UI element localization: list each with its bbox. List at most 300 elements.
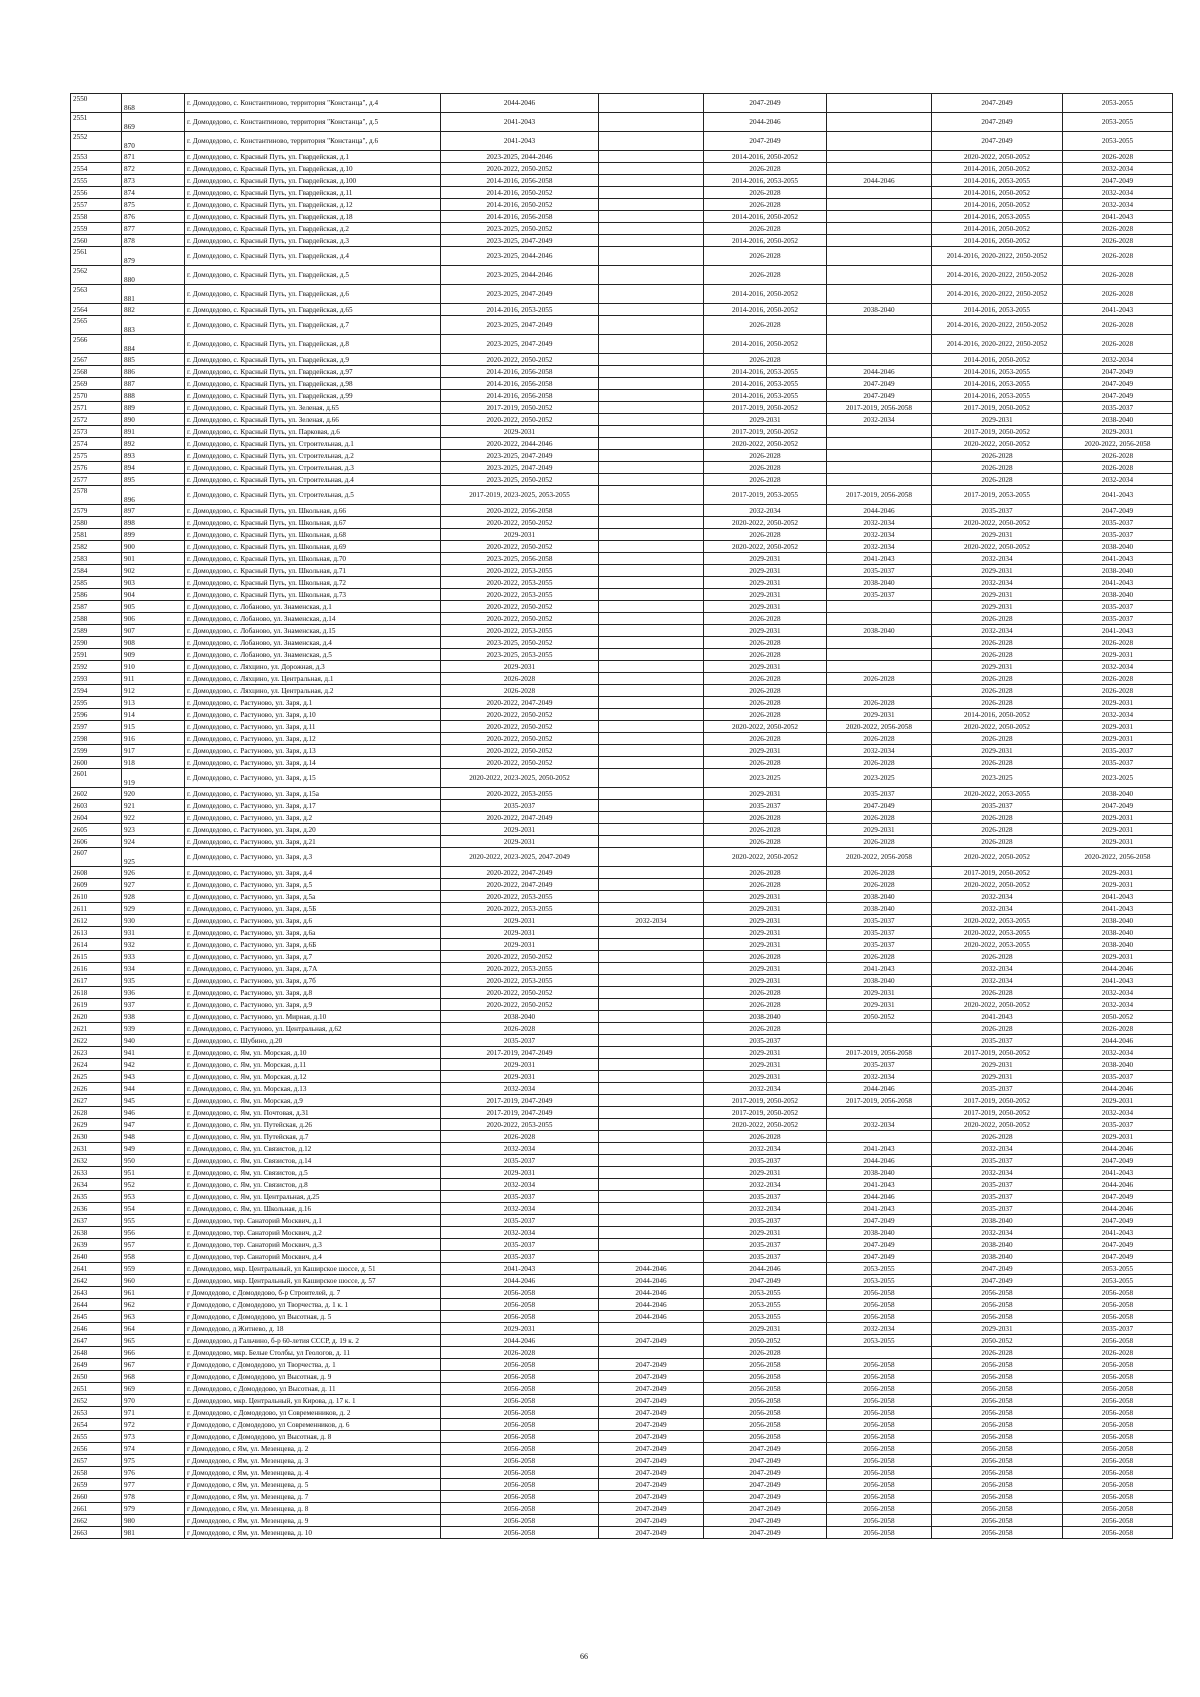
cell-period-col-4 xyxy=(827,335,932,354)
cell-address: г. Домодедово, с. Красный Путь, ул. Школьная, д.68 xyxy=(185,529,441,541)
cell-period-col-4 xyxy=(827,1023,932,1035)
table-row xyxy=(71,1059,1173,1071)
cell-row-number: 2600 xyxy=(71,757,122,769)
cell-period-col-5: 2056-2058 xyxy=(932,1443,1063,1455)
table-row xyxy=(71,1455,1173,1467)
cell-period-col-5: 2026-2028 xyxy=(932,637,1063,649)
cell-object-number: 910 xyxy=(122,661,185,673)
cell-object-number: 981 xyxy=(122,1527,185,1539)
table-row xyxy=(71,625,1173,637)
cell-address: г. Домодедово, с. Красный Путь, ул. Гвардейская, д.6 xyxy=(185,285,441,304)
cell-period-col-1: 2044-2046 xyxy=(441,94,599,113)
cell-period-col-5: 2056-2058 xyxy=(932,1419,1063,1431)
cell-period-col-4: 2044-2046 xyxy=(827,1191,932,1203)
table-row xyxy=(71,637,1173,649)
cell-period-col-4 xyxy=(827,94,932,113)
cell-address: г Домодедово, с Домодедово, ул Современников, д. 6 xyxy=(185,1419,441,1431)
cell-period-col-2 xyxy=(599,316,704,335)
cell-period-col-3: 2035-2037 xyxy=(704,1239,827,1251)
cell-row-number: 2656 xyxy=(71,1443,122,1455)
cell-period-col-6: 2038-2040 xyxy=(1063,541,1173,553)
cell-period-col-1: 2029-2031 xyxy=(441,1059,599,1071)
cell-period-col-1: 2029-2031 xyxy=(441,836,599,848)
cell-period-col-5: 2014-2016, 2053-2055 xyxy=(932,211,1063,223)
table-row xyxy=(71,697,1173,709)
cell-period-col-3: 2020-2022, 2050-2052 xyxy=(704,1119,827,1131)
cell-period-col-1: 2020-2022, 2053-2055 xyxy=(441,975,599,987)
cell-row-number: 2639 xyxy=(71,1239,122,1251)
cell-period-col-5: 2029-2031 xyxy=(932,529,1063,541)
cell-period-col-5: 2047-2049 xyxy=(932,1263,1063,1275)
cell-period-col-4: 2032-2034 xyxy=(827,745,932,757)
cell-period-col-3: 2047-2049 xyxy=(704,1503,827,1515)
cell-object-number: 873 xyxy=(122,175,185,187)
cell-period-col-1: 2041-2043 xyxy=(441,1263,599,1275)
cell-period-col-6: 2053-2055 xyxy=(1063,113,1173,132)
cell-object-number: 875 xyxy=(122,199,185,211)
table-row xyxy=(71,113,1173,132)
cell-period-col-2 xyxy=(599,335,704,354)
table-row xyxy=(71,211,1173,223)
cell-row-number: 2635 xyxy=(71,1191,122,1203)
cell-period-col-5: 2032-2034 xyxy=(932,553,1063,565)
cell-address: г. Домодедово, с. Ям, ул. Почтовая, д.31 xyxy=(185,1107,441,1119)
cell-period-col-5: 2026-2028 xyxy=(932,462,1063,474)
cell-period-col-1: 2056-2058 xyxy=(441,1527,599,1539)
cell-address: г. Домодедово, с. Ям, ул. Связистов, д.12 xyxy=(185,1143,441,1155)
cell-address: г Домодедово, с Домодедово, ул Творчества, д. 1 xyxy=(185,1359,441,1371)
cell-object-number: 893 xyxy=(122,450,185,462)
cell-period-col-2 xyxy=(599,366,704,378)
cell-period-col-2 xyxy=(599,285,704,304)
cell-row-number: 2649 xyxy=(71,1359,122,1371)
cell-period-col-3: 2026-2028 xyxy=(704,999,827,1011)
cell-row-number: 2646 xyxy=(71,1323,122,1335)
cell-period-col-5: 2014-2016, 2050-2052 xyxy=(932,354,1063,366)
cell-period-col-5: 2032-2034 xyxy=(932,625,1063,637)
cell-period-col-2 xyxy=(599,113,704,132)
cell-period-col-5: 2020-2022, 2050-2052 xyxy=(932,721,1063,733)
cell-period-col-5: 2056-2058 xyxy=(932,1527,1063,1539)
cell-period-col-3: 2026-2028 xyxy=(704,163,827,175)
cell-period-col-3: 2035-2037 xyxy=(704,1155,827,1167)
cell-period-col-5: 2035-2037 xyxy=(932,1191,1063,1203)
cell-row-number: 2598 xyxy=(71,733,122,745)
table-row xyxy=(71,565,1173,577)
cell-address: г. Домодедово, мкр. Центральный, ул Кирова, д. 17 к. 1 xyxy=(185,1395,441,1407)
table-row xyxy=(71,1431,1173,1443)
cell-period-col-1: 2014-2016, 2056-2058 xyxy=(441,378,599,390)
cell-period-col-6: 2029-2031 xyxy=(1063,879,1173,891)
cell-row-number: 2588 xyxy=(71,613,122,625)
cell-period-col-2 xyxy=(599,879,704,891)
table-row xyxy=(71,788,1173,800)
cell-object-number: 886 xyxy=(122,366,185,378)
cell-address: г. Домодедово, с. Ям, ул. Связистов, д.8 xyxy=(185,1179,441,1191)
cell-period-col-5: 2056-2058 xyxy=(932,1383,1063,1395)
cell-period-col-2 xyxy=(599,199,704,211)
cell-period-col-4: 2044-2046 xyxy=(827,1083,932,1095)
cell-period-col-1: 2056-2058 xyxy=(441,1311,599,1323)
cell-period-col-5: 2056-2058 xyxy=(932,1515,1063,1527)
cell-period-col-5: 2020-2022, 2053-2055 xyxy=(932,939,1063,951)
cell-period-col-4: 2032-2034 xyxy=(827,414,932,426)
cell-period-col-4: 2056-2058 xyxy=(827,1443,932,1455)
cell-object-number: 963 xyxy=(122,1311,185,1323)
cell-address: г. Домодедово, с. Ям, ул. Морская, д.12 xyxy=(185,1071,441,1083)
table-row xyxy=(71,661,1173,673)
cell-period-col-4: 2032-2034 xyxy=(827,517,932,529)
cell-period-col-2: 2047-2049 xyxy=(599,1419,704,1431)
cell-period-col-6: 2035-2037 xyxy=(1063,1071,1173,1083)
cell-period-col-3: 2020-2022, 2050-2052 xyxy=(704,517,827,529)
cell-row-number: 2638 xyxy=(71,1227,122,1239)
table-row xyxy=(71,1179,1173,1191)
cell-period-col-3: 2029-2031 xyxy=(704,1047,827,1059)
cell-period-col-4: 2038-2040 xyxy=(827,625,932,637)
cell-period-col-6: 2047-2049 xyxy=(1063,505,1173,517)
schedule-table-body xyxy=(71,94,1173,1539)
cell-period-col-6: 2047-2049 xyxy=(1063,366,1173,378)
cell-period-col-5: 2056-2058 xyxy=(932,1359,1063,1371)
cell-period-col-3: 2050-2052 xyxy=(704,1335,827,1347)
cell-row-number: 2616 xyxy=(71,963,122,975)
cell-period-col-1: 2023-2025, 2047-2049 xyxy=(441,335,599,354)
cell-row-number: 2603 xyxy=(71,800,122,812)
cell-period-col-3: 2047-2049 xyxy=(704,1455,827,1467)
cell-period-col-3: 2020-2022, 2050-2052 xyxy=(704,541,827,553)
cell-object-number: 894 xyxy=(122,462,185,474)
cell-period-col-4: 2026-2028 xyxy=(827,697,932,709)
cell-period-col-1: 2020-2022, 2050-2052 xyxy=(441,745,599,757)
cell-period-col-2 xyxy=(599,247,704,266)
cell-period-col-1: 2020-2022, 2053-2055 xyxy=(441,565,599,577)
cell-period-col-6: 2029-2031 xyxy=(1063,824,1173,836)
cell-period-col-6: 2044-2046 xyxy=(1063,1203,1173,1215)
cell-period-col-6: 2044-2046 xyxy=(1063,1179,1173,1191)
table-row xyxy=(71,304,1173,316)
cell-address: г. Домодедово, с. Ям, ул. Морская, д.11 xyxy=(185,1059,441,1071)
cell-period-col-3: 2047-2049 xyxy=(704,1515,827,1527)
table-row xyxy=(71,601,1173,613)
cell-period-col-2 xyxy=(599,1215,704,1227)
cell-period-col-5: 2014-2016, 2050-2052 xyxy=(932,235,1063,247)
cell-period-col-4 xyxy=(827,613,932,625)
cell-period-col-6: 2029-2031 xyxy=(1063,721,1173,733)
cell-period-col-2 xyxy=(599,94,704,113)
cell-object-number: 881 xyxy=(122,285,185,304)
cell-period-col-6: 2026-2028 xyxy=(1063,235,1173,247)
cell-period-col-1: 2029-2031 xyxy=(441,1071,599,1083)
cell-period-col-4 xyxy=(827,637,932,649)
cell-period-col-6: 2032-2034 xyxy=(1063,987,1173,999)
cell-row-number: 2626 xyxy=(71,1083,122,1095)
cell-period-col-1: 2056-2058 xyxy=(441,1407,599,1419)
cell-period-col-2 xyxy=(599,1227,704,1239)
cell-period-col-3: 2029-2031 xyxy=(704,745,827,757)
cell-object-number: 918 xyxy=(122,757,185,769)
cell-object-number: 962 xyxy=(122,1299,185,1311)
cell-object-number: 952 xyxy=(122,1179,185,1191)
cell-period-col-6: 2056-2058 xyxy=(1063,1359,1173,1371)
cell-period-col-1: 2020-2022, 2053-2055 xyxy=(441,577,599,589)
cell-address: г. Домодедово, с. Растуново, ул. Заря, д.15а xyxy=(185,788,441,800)
cell-object-number: 915 xyxy=(122,721,185,733)
table-row xyxy=(71,721,1173,733)
cell-period-col-2: 2047-2049 xyxy=(599,1443,704,1455)
cell-period-col-5: 2020-2022, 2050-2052 xyxy=(932,438,1063,450)
cell-period-col-2 xyxy=(599,402,704,414)
cell-address: г. Домодедово, с. Красный Путь, ул. Гвардейская, д.8 xyxy=(185,335,441,354)
cell-row-number: 2582 xyxy=(71,541,122,553)
cell-row-number: 2640 xyxy=(71,1251,122,1263)
cell-object-number: 895 xyxy=(122,474,185,486)
cell-period-col-2 xyxy=(599,661,704,673)
cell-address: г. Домодедово, с. Красный Путь, ул. Гвардейская, д.9 xyxy=(185,354,441,366)
cell-period-col-3: 2029-2031 xyxy=(704,927,827,939)
cell-period-col-5: 2029-2031 xyxy=(932,1071,1063,1083)
cell-period-col-5: 2014-2016, 2053-2055 xyxy=(932,378,1063,390)
cell-object-number: 888 xyxy=(122,390,185,402)
cell-period-col-2 xyxy=(599,474,704,486)
cell-period-col-4: 2056-2058 xyxy=(827,1491,932,1503)
cell-object-number: 969 xyxy=(122,1383,185,1395)
cell-period-col-5: 2032-2034 xyxy=(932,1167,1063,1179)
cell-row-number: 2614 xyxy=(71,939,122,951)
cell-period-col-4: 2053-2055 xyxy=(827,1335,932,1347)
cell-period-col-4: 2026-2028 xyxy=(827,879,932,891)
cell-row-number: 2650 xyxy=(71,1371,122,1383)
cell-row-number: 2648 xyxy=(71,1347,122,1359)
cell-period-col-6: 2053-2055 xyxy=(1063,1275,1173,1287)
table-row xyxy=(71,1419,1173,1431)
cell-address: г. Домодедово, с. Ям, ул. Путейская, д.7 xyxy=(185,1131,441,1143)
cell-period-col-4: 2020-2022, 2056-2058 xyxy=(827,721,932,733)
cell-period-col-2: 2047-2049 xyxy=(599,1491,704,1503)
table-row xyxy=(71,1359,1173,1371)
table-row xyxy=(71,1275,1173,1287)
cell-period-col-6: 2026-2028 xyxy=(1063,285,1173,304)
cell-object-number: 958 xyxy=(122,1251,185,1263)
cell-row-number: 2589 xyxy=(71,625,122,637)
table-row xyxy=(71,438,1173,450)
cell-period-col-2: 2047-2049 xyxy=(599,1503,704,1515)
cell-period-col-1: 2035-2037 xyxy=(441,1035,599,1047)
cell-period-col-1: 2035-2037 xyxy=(441,1251,599,1263)
table-row xyxy=(71,199,1173,211)
cell-period-col-6: 2047-2049 xyxy=(1063,378,1173,390)
cell-object-number: 884 xyxy=(122,335,185,354)
cell-address: г. Домодедово, с. Ям, ул. Центральная, д.25 xyxy=(185,1191,441,1203)
cell-period-col-4: 2056-2058 xyxy=(827,1455,932,1467)
cell-period-col-4: 2020-2022, 2056-2058 xyxy=(827,848,932,867)
cell-object-number: 943 xyxy=(122,1071,185,1083)
cell-period-col-1: 2020-2022, 2023-2025, 2050-2052 xyxy=(441,769,599,788)
cell-period-col-5: 2056-2058 xyxy=(932,1479,1063,1491)
cell-period-col-4: 2041-2043 xyxy=(827,1179,932,1191)
cell-period-col-2 xyxy=(599,709,704,721)
cell-period-col-1: 2056-2058 xyxy=(441,1515,599,1527)
cell-period-col-5: 2026-2028 xyxy=(932,812,1063,824)
table-row xyxy=(71,769,1173,788)
cell-period-col-2 xyxy=(599,1083,704,1095)
cell-period-col-6: 2038-2040 xyxy=(1063,915,1173,927)
cell-period-col-2 xyxy=(599,848,704,867)
table-row xyxy=(71,879,1173,891)
cell-object-number: 977 xyxy=(122,1479,185,1491)
cell-period-col-4: 2041-2043 xyxy=(827,963,932,975)
cell-period-col-5: 2035-2037 xyxy=(932,1203,1063,1215)
cell-period-col-5: 2032-2034 xyxy=(932,891,1063,903)
cell-period-col-6: 2050-2052 xyxy=(1063,1011,1173,1023)
cell-row-number: 2621 xyxy=(71,1023,122,1035)
cell-object-number: 951 xyxy=(122,1167,185,1179)
cell-object-number: 925 xyxy=(122,848,185,867)
cell-period-col-1: 2029-2031 xyxy=(441,1323,599,1335)
cell-object-number: 948 xyxy=(122,1131,185,1143)
cell-object-number: 939 xyxy=(122,1023,185,1035)
cell-period-col-1: 2029-2031 xyxy=(441,529,599,541)
cell-period-col-3: 2026-2028 xyxy=(704,824,827,836)
table-row xyxy=(71,474,1173,486)
cell-row-number: 2601 xyxy=(71,769,122,788)
cell-period-col-1: 2029-2031 xyxy=(441,426,599,438)
cell-period-col-4: 2035-2037 xyxy=(827,1059,932,1071)
cell-address: г Домодедово, с Домодедово, ул Высотная, д. 9 xyxy=(185,1371,441,1383)
cell-object-number: 877 xyxy=(122,223,185,235)
cell-period-col-5: 2026-2028 xyxy=(932,824,1063,836)
table-row xyxy=(71,745,1173,757)
cell-period-col-6: 2044-2046 xyxy=(1063,963,1173,975)
table-row xyxy=(71,366,1173,378)
cell-period-col-2 xyxy=(599,649,704,661)
cell-period-col-4: 2038-2040 xyxy=(827,975,932,987)
cell-row-number: 2586 xyxy=(71,589,122,601)
cell-period-col-3: 2026-2028 xyxy=(704,836,827,848)
cell-period-col-6: 2038-2040 xyxy=(1063,788,1173,800)
table-row xyxy=(71,867,1173,879)
cell-address: г. Домодедово, с. Ям, ул. Морская, д.13 xyxy=(185,1083,441,1095)
cell-period-col-2 xyxy=(599,577,704,589)
cell-address: г Домодедово, с Домодедово, б-р Строителей, д. 7 xyxy=(185,1287,441,1299)
cell-period-col-4: 2056-2058 xyxy=(827,1395,932,1407)
cell-period-col-5: 2029-2031 xyxy=(932,565,1063,577)
table-row xyxy=(71,335,1173,354)
table-row xyxy=(71,247,1173,266)
cell-period-col-6: 2032-2034 xyxy=(1063,474,1173,486)
cell-period-col-3: 2014-2016, 2050-2052 xyxy=(704,235,827,247)
cell-period-col-1: 2032-2034 xyxy=(441,1203,599,1215)
cell-row-number: 2593 xyxy=(71,673,122,685)
cell-period-col-4: 2017-2019, 2056-2058 xyxy=(827,402,932,414)
cell-period-col-2 xyxy=(599,132,704,151)
cell-period-col-4 xyxy=(827,1107,932,1119)
table-row xyxy=(71,378,1173,390)
cell-period-col-4: 2032-2034 xyxy=(827,1071,932,1083)
cell-period-col-6: 2032-2034 xyxy=(1063,163,1173,175)
cell-period-col-6: 2053-2055 xyxy=(1063,132,1173,151)
table-row xyxy=(71,1227,1173,1239)
cell-period-col-3: 2017-2019, 2050-2052 xyxy=(704,426,827,438)
cell-period-col-4: 2038-2040 xyxy=(827,903,932,915)
cell-period-col-3: 2017-2019, 2050-2052 xyxy=(704,402,827,414)
cell-period-col-3: 2053-2055 xyxy=(704,1299,827,1311)
cell-address: г. Домодедово, с. Растуново, ул. Заря, д.15 xyxy=(185,769,441,788)
cell-row-number: 2562 xyxy=(71,266,122,285)
cell-row-number: 2655 xyxy=(71,1431,122,1443)
cell-period-col-3: 2029-2031 xyxy=(704,414,827,426)
cell-period-col-3: 2047-2049 xyxy=(704,1275,827,1287)
cell-address: г. Домодедово, с. Растуново, ул. Заря, д.21 xyxy=(185,836,441,848)
cell-address: г. Домодедово, мкр. Центральный, ул Каширское шоссе, д. 51 xyxy=(185,1263,441,1275)
cell-period-col-2: 2044-2046 xyxy=(599,1275,704,1287)
cell-row-number: 2557 xyxy=(71,199,122,211)
cell-period-col-3: 2026-2028 xyxy=(704,474,827,486)
cell-period-col-5: 2017-2019, 2050-2052 xyxy=(932,402,1063,414)
table-row xyxy=(71,529,1173,541)
cell-address: г. Домодедово, с. Красный Путь, ул. Школьная, д.70 xyxy=(185,553,441,565)
cell-period-col-6: 2053-2055 xyxy=(1063,1263,1173,1275)
cell-row-number: 2550 xyxy=(71,94,122,113)
cell-object-number: 946 xyxy=(122,1107,185,1119)
cell-object-number: 872 xyxy=(122,163,185,175)
cell-period-col-3: 2026-2028 xyxy=(704,266,827,285)
table-row xyxy=(71,1047,1173,1059)
cell-period-col-2 xyxy=(599,745,704,757)
cell-address: г. Домодедово, с. Растуново, ул. Заря, д.14 xyxy=(185,757,441,769)
table-row xyxy=(71,1479,1173,1491)
cell-period-col-1: 2023-2025, 2047-2049 xyxy=(441,235,599,247)
cell-period-col-3: 2035-2037 xyxy=(704,1191,827,1203)
cell-period-col-2 xyxy=(599,1131,704,1143)
cell-period-col-5: 2029-2031 xyxy=(932,414,1063,426)
cell-period-col-5: 2020-2022, 2053-2055 xyxy=(932,927,1063,939)
cell-period-col-4 xyxy=(827,223,932,235)
cell-period-col-2 xyxy=(599,939,704,951)
cell-period-col-6: 2056-2058 xyxy=(1063,1383,1173,1395)
cell-period-col-1: 2029-2031 xyxy=(441,939,599,951)
cell-period-col-6: 2047-2049 xyxy=(1063,175,1173,187)
cell-period-col-6: 2032-2034 xyxy=(1063,1047,1173,1059)
cell-period-col-4: 2056-2058 xyxy=(827,1407,932,1419)
cell-period-col-6: 2041-2043 xyxy=(1063,304,1173,316)
cell-period-col-5: 2056-2058 xyxy=(932,1491,1063,1503)
cell-object-number: 891 xyxy=(122,426,185,438)
cell-object-number: 975 xyxy=(122,1455,185,1467)
cell-period-col-4: 2038-2040 xyxy=(827,577,932,589)
cell-period-col-6: 2041-2043 xyxy=(1063,1227,1173,1239)
cell-period-col-5: 2035-2037 xyxy=(932,1155,1063,1167)
cell-period-col-4 xyxy=(827,601,932,613)
cell-period-col-3: 2026-2028 xyxy=(704,462,827,474)
cell-period-col-3: 2014-2016, 2053-2055 xyxy=(704,390,827,402)
cell-period-col-5: 2047-2049 xyxy=(932,1275,1063,1287)
cell-period-col-3: 2014-2016, 2050-2052 xyxy=(704,304,827,316)
cell-period-col-1: 2020-2022, 2050-2052 xyxy=(441,517,599,529)
cell-address: г. Домодедово, с. Константиново, территория "Констанца", д.4 xyxy=(185,94,441,113)
cell-address: г. Домодедово, с. Растуново, ул. Заря, д.6Б xyxy=(185,939,441,951)
cell-period-col-6: 2056-2058 xyxy=(1063,1467,1173,1479)
cell-period-col-6: 2026-2028 xyxy=(1063,223,1173,235)
cell-period-col-1: 2035-2037 xyxy=(441,1191,599,1203)
table-row xyxy=(71,285,1173,304)
cell-period-col-2 xyxy=(599,1239,704,1251)
cell-address: г. Домодедово, с. Растуново, ул. Заря, д.8 xyxy=(185,987,441,999)
cell-period-col-3: 2026-2028 xyxy=(704,316,827,335)
cell-object-number: 898 xyxy=(122,517,185,529)
cell-period-col-6: 2056-2058 xyxy=(1063,1503,1173,1515)
cell-period-col-6: 2035-2037 xyxy=(1063,1323,1173,1335)
